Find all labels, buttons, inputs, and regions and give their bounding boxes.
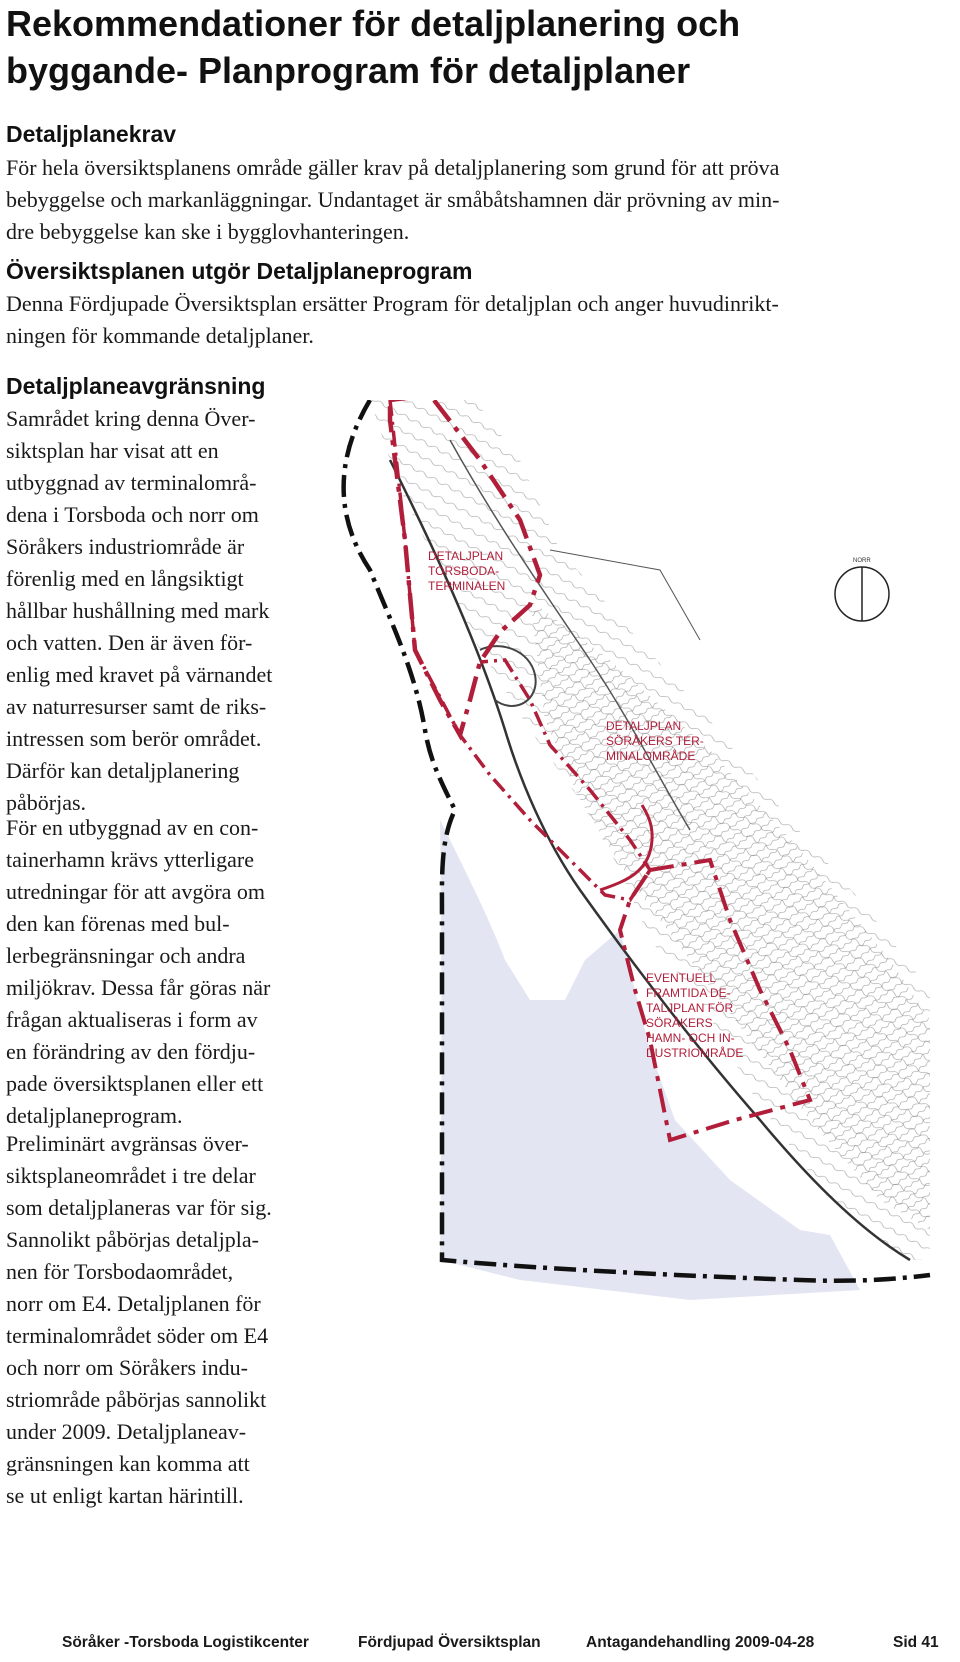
text-line: nen för Torsbodaområdet, bbox=[6, 1259, 234, 1284]
text-line: tainerhamn krävs ytterligare bbox=[6, 847, 255, 872]
page-title bbox=[6, 0, 946, 94]
text-line: siktsplan har visat att en bbox=[6, 438, 219, 463]
text-line: norr om E4. Detaljplanen för bbox=[6, 1291, 261, 1316]
text-line: miljökrav. Dessa får göras när bbox=[6, 975, 271, 1000]
map-label-torsboda: DETALJPLAN TORSBODA- TERMINALEN bbox=[428, 549, 506, 593]
text-line: förenlig med en långsiktigt bbox=[6, 566, 244, 591]
text-line: siktsplaneområdet i tre delar bbox=[6, 1163, 256, 1188]
text-line: hållbar hushållning med mark bbox=[6, 598, 270, 623]
text-line: intressen som berör området. bbox=[6, 726, 262, 751]
text-line: Samrådet kring denna Över- bbox=[6, 406, 256, 431]
north-label: NORR bbox=[853, 558, 871, 564]
text-line: dena i Torsboda och norr om bbox=[6, 502, 259, 527]
footer-date: Antagandehandling 2009-04-28 bbox=[586, 1634, 815, 1651]
text-line: en förändring av den fördju- bbox=[6, 1039, 256, 1064]
text-line: bebyggelse och markanläggningar. Undantaget är småbåtshamnen där prövning av min- bbox=[6, 187, 780, 212]
text-line: och norr om Söråkers indu- bbox=[6, 1355, 248, 1380]
map-label-soraker-terminal: DETALJPLAN SÖRÅKERS TER- MINALOMRÅDE bbox=[606, 719, 704, 763]
text-line: Denna Fördjupade Översiktsplan ersätter Program för detaljplan och anger huvudinrikt- bbox=[6, 291, 779, 316]
text-line: och vatten. Den är även för- bbox=[6, 630, 253, 655]
text-line: För hela översiktsplanens område gäller krav på detaljplanering som grund för att pröva bbox=[6, 155, 780, 180]
text-line: Söråkers industriområde är bbox=[6, 534, 245, 559]
text-line: detaljplaneprogram. bbox=[6, 1103, 183, 1128]
text-line: utbyggnad av terminalområ- bbox=[6, 470, 257, 495]
paragraph-detaljplanekrav bbox=[6, 152, 950, 248]
page-title-line2: byggande- Planprogram för detaljplaner bbox=[6, 50, 691, 91]
page-title-line1: Rekommendationer för detaljplanering och bbox=[6, 3, 741, 44]
text-line: utredningar för att avgöra om bbox=[6, 879, 266, 904]
detail-plan-map bbox=[330, 400, 950, 1400]
text-line: påbörjas. bbox=[6, 790, 87, 815]
text-line: som detaljplaneras var för sig. bbox=[6, 1195, 272, 1220]
map-label-soraker-hamn: EVENTUELL FRAMTIDA DE- TALJPLAN FÖR SÖRÅKERS HAMN- OCH IN- DUSTRIOMRÅDE bbox=[646, 971, 744, 1060]
text-line: För en utbyggnad av en con- bbox=[6, 815, 259, 840]
text-line: gränsningen kan komma att bbox=[6, 1451, 250, 1476]
text-line: Därför kan detaljplanering bbox=[6, 758, 240, 783]
text-line: under 2009. Detaljplaneav- bbox=[6, 1419, 247, 1444]
text-line: lerbegränsningar och andra bbox=[6, 943, 246, 968]
paragraph-samradet bbox=[6, 403, 336, 819]
text-line: pade översiktsplanen eller ett bbox=[6, 1071, 264, 1096]
north-arrow-icon bbox=[835, 558, 889, 621]
text-line: frågan aktualiseras i form av bbox=[6, 1007, 258, 1032]
text-line: terminalområdet söder om E4 bbox=[6, 1323, 269, 1348]
text-line: ningen för kommande detaljplaner. bbox=[6, 323, 314, 348]
paragraph-detaljplaneprogram bbox=[6, 288, 950, 352]
text-line: dre bebyggelse kan ske i bygglovhanteringen. bbox=[6, 219, 410, 244]
text-line: den kan förenas med bul- bbox=[6, 911, 230, 936]
paragraph-containerhamn bbox=[6, 812, 336, 1132]
page-footer bbox=[0, 1634, 960, 1658]
footer-project: Söråker -Torsboda Logistikcenter bbox=[62, 1634, 309, 1651]
paragraph-preliminart bbox=[6, 1128, 336, 1512]
footer-document: Fördjupad Översiktsplan bbox=[358, 1634, 541, 1651]
heading-detaljplaneavgransning: Detaljplaneavgränsning bbox=[6, 373, 266, 399]
heading-detaljplaneprogram: Översiktsplanen utgör Detaljplaneprogram bbox=[6, 258, 473, 284]
text-line: se ut enligt kartan härintill. bbox=[6, 1483, 244, 1508]
text-line: striområde påbörjas sannolikt bbox=[6, 1387, 267, 1412]
text-line: av naturresurser samt de riks- bbox=[6, 694, 267, 719]
footer-page-number: Sid 41 bbox=[893, 1634, 939, 1651]
text-line: enlig med kravet på värnandet bbox=[6, 662, 273, 687]
text-line: Sannolikt påbörjas detaljpla- bbox=[6, 1227, 259, 1252]
text-line: Preliminärt avgränsas över- bbox=[6, 1131, 249, 1156]
heading-detaljplanekrav: Detaljplanekrav bbox=[6, 121, 177, 147]
